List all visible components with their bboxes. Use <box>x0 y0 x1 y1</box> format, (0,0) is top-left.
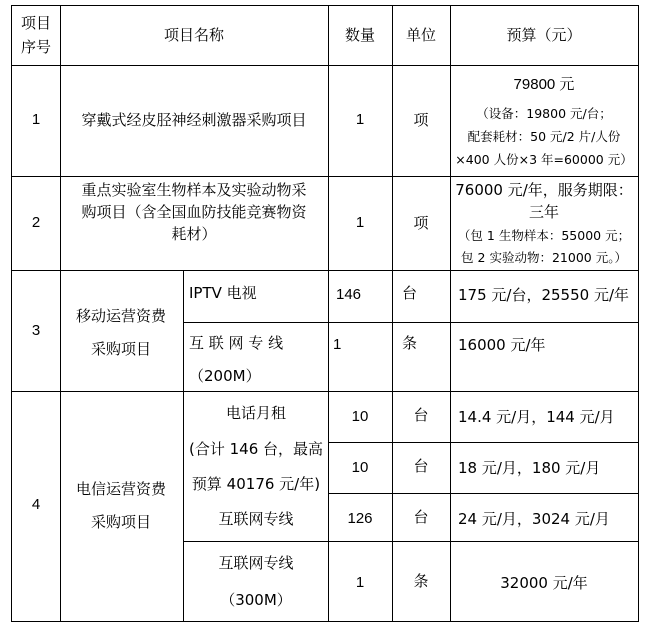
row2-budget-main: 三年 <box>528 203 560 221</box>
header-qty: 数量 <box>344 26 376 44</box>
row1-budget-detail: （设备：19800 元/台； <box>476 106 612 121</box>
row1-budget-main: 79800 元 <box>513 76 575 93</box>
row4-item3-unit: 台 <box>413 508 429 526</box>
row4-item3-sub: 互联网专线 <box>218 510 294 528</box>
row4-item4-sub-line: 互联网专线 <box>218 554 294 572</box>
row4-item4-sub-line: （300M） <box>220 591 292 609</box>
row1-budget-detail: ×400 人份×3 年=60000 元） <box>455 152 633 167</box>
row2-name-line: 购项目（含全国血防技能竞赛物资 <box>81 203 307 221</box>
header-budget: 预算（元） <box>506 26 582 44</box>
row3-item1-qty: 146 <box>336 286 362 303</box>
row4-phone-line: (合计 146 台，最高 <box>188 440 324 458</box>
row4-phone-line: 预算 40176 元/年) <box>191 475 321 493</box>
row3-seq: 3 <box>31 322 41 339</box>
row4-item4-unit: 条 <box>413 572 429 590</box>
row4-phone-line: 电话月租 <box>225 404 287 422</box>
row3-name-line: 采购项目 <box>90 340 152 358</box>
row3-item1-sub: IPTV 电视 <box>189 284 257 302</box>
header-seq-line2: 序号 <box>20 38 52 56</box>
row4-item1-budget: 14.4 元/月，144 元/月 <box>458 408 615 426</box>
row4-item2-unit: 台 <box>413 457 429 475</box>
row1-qty: 1 <box>355 111 365 128</box>
row2-budget-detail: 包 2 实验动物：21000 元。） <box>461 250 627 265</box>
row2-budget-detail: （包 1 生物样本：55000 元； <box>457 228 631 243</box>
row3-item2-unit: 条 <box>402 334 418 352</box>
row3-item1-unit: 台 <box>402 284 418 302</box>
row4-item3-qty: 126 <box>347 510 373 527</box>
row4-item3-budget: 24 元/月，3024 元/月 <box>458 510 610 528</box>
row4-name-line: 采购项目 <box>90 513 152 531</box>
row1-unit: 项 <box>413 111 429 129</box>
header-unit: 单位 <box>405 26 437 44</box>
row1-name: 穿戴式经皮胫神经刺激器采购项目 <box>81 111 307 129</box>
row3-name-line: 移动运营资费 <box>75 307 167 325</box>
row4-item4-budget: 32000 元/年 <box>500 574 588 592</box>
header-name: 项目名称 <box>163 26 225 44</box>
row3-item2-sub-line: 互 联 网 专 线 <box>189 334 284 352</box>
row2-name-line: 重点实验室生物样本及实验动物采 <box>81 181 307 199</box>
header-seq-line1: 项目 <box>20 14 52 32</box>
row4-name-line: 电信运营资费 <box>75 480 167 498</box>
row4-item2-budget: 18 元/月，180 元/月 <box>458 459 601 477</box>
row4-item1-qty: 10 <box>351 408 369 425</box>
row4-item4-qty: 1 <box>355 574 365 591</box>
row2-seq: 2 <box>31 214 41 231</box>
row3-item1-budget: 175 元/台，25550 元/年 <box>458 286 629 304</box>
row3-item2-sub-line: （200M） <box>189 367 261 385</box>
row2-unit: 项 <box>413 214 429 232</box>
row2-qty: 1 <box>355 214 365 231</box>
row1-budget-detail: 配套耗材：50 元/2 片/人份 <box>467 129 621 144</box>
row3-item2-qty: 1 <box>333 336 342 353</box>
row4-item2-qty: 10 <box>351 459 369 476</box>
row2-budget-main: 76000 元/年，服务期限： <box>455 181 633 199</box>
row2-name-line: 耗材） <box>171 225 217 243</box>
row3-item2-budget: 16000 元/年 <box>458 336 546 354</box>
row1-seq: 1 <box>31 111 41 128</box>
row4-item1-unit: 台 <box>413 406 429 424</box>
row4-seq: 4 <box>31 496 41 513</box>
